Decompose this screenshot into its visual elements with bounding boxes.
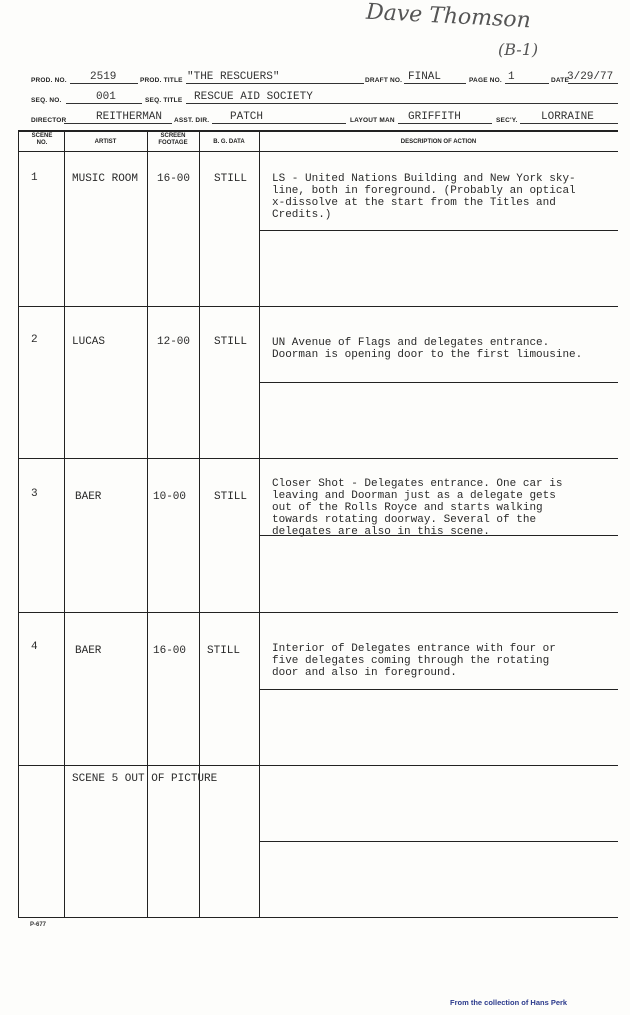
scene-number: 2 [31, 334, 38, 346]
col-description: DESCRIPTION OF ACTION [400, 139, 477, 145]
seq-no-value: 001 [96, 91, 116, 103]
prod-title-label: PROD. TITLE [140, 77, 183, 84]
draft-no-value: FINAL [408, 71, 442, 83]
scene-number: 4 [31, 641, 38, 653]
row-rule-partial [259, 841, 618, 842]
description-line: Closer Shot - Delegates entrance. One car is [272, 478, 563, 490]
description-line: UN Avenue of Flags and delegates entrance. [272, 337, 550, 349]
scene-footage: 16-00 [153, 645, 187, 657]
col-bg-data: B. G. DATA [213, 139, 245, 145]
col-scene-no-line1: SCENE [31, 133, 53, 139]
director-line [64, 123, 172, 124]
seq-no-label: SEQ. NO. [31, 97, 62, 104]
layout-man-line [398, 123, 492, 124]
col-screen-footage [147, 133, 199, 147]
page-no-line [505, 83, 549, 84]
row-rule [18, 458, 618, 459]
column-divider [18, 130, 19, 917]
draft-no-line [404, 83, 466, 84]
scene-bg-data: STILL [214, 336, 248, 348]
draft-no-label: DRAFT NO. [365, 77, 403, 84]
table-top-rule [18, 130, 618, 132]
secy-value: LORRAINE [541, 111, 594, 123]
page-no-label: PAGE NO. [469, 77, 502, 84]
seq-title-label: SEQ. TITLE [145, 97, 183, 104]
scene-bg-data: STILL [207, 645, 241, 657]
description-line: Credits.) [272, 209, 332, 221]
collection-credit: From the collection of Hans Perk [450, 998, 568, 1007]
description-line: Interior of Delegates entrance with four or [272, 643, 556, 655]
scene-footage: 10-00 [153, 491, 187, 503]
description-line: five delegates coming through the rotating [272, 655, 550, 667]
column-divider [199, 130, 200, 917]
description-line: door and also in foreground. [272, 667, 457, 679]
description-line: LS - United Nations Building and New York sky- [272, 173, 576, 185]
scene-bg-data: STILL [214, 491, 248, 503]
scene-artist: BAER [75, 645, 102, 657]
director-label: DIRECTOR [31, 117, 67, 124]
column-divider [259, 130, 260, 917]
description-line: x-dissolve at the start from the Titles and [272, 197, 556, 209]
scene-description [272, 643, 556, 679]
scene-number: 1 [31, 172, 38, 184]
scene-description [272, 478, 562, 538]
seq-title-value: RESCUE AID SOCIETY [194, 91, 313, 103]
row-rule [18, 765, 618, 766]
col-screen-footage-line2: FOOTAGE [158, 140, 188, 146]
signature-note: (B-1) [498, 40, 539, 59]
scene-artist: LUCAS [72, 336, 106, 348]
prod-title-value: "THE RESCUERS" [187, 71, 280, 83]
date-line [568, 83, 618, 84]
description-line: line, both in foreground. (Probably an optical [272, 185, 576, 197]
table-header-rule [18, 151, 618, 152]
row-rule-partial [259, 382, 618, 383]
scene-artist: MUSIC ROOM [72, 173, 139, 185]
date-value: 3/29/77 [567, 71, 614, 83]
row-rule [18, 612, 618, 613]
scene-bg-data: STILL [214, 173, 248, 185]
secy-line [520, 123, 618, 124]
prod-no-label: PROD. NO. [31, 77, 67, 84]
description-line: out of the Rolls Royce and starts walking [272, 502, 543, 514]
scene-artist: BAER [75, 491, 102, 503]
scene-5-note: SCENE 5 OUT OF PICTURE [72, 773, 218, 785]
secy-label: SEC'Y. [496, 117, 518, 124]
director-value: REITHERMAN [96, 111, 163, 123]
col-screen-footage-line1: SCREEN [160, 133, 186, 139]
column-divider [64, 130, 65, 917]
asst-dir-value: PATCH [230, 111, 264, 123]
row-rule-partial [259, 689, 618, 690]
description-line: leaving and Doorman just as a delegate gets [272, 490, 556, 502]
scene-footage: 16-00 [157, 173, 191, 185]
prod-no-line [70, 83, 138, 84]
scene-footage: 12-00 [157, 336, 191, 348]
scene-description [272, 173, 576, 221]
prod-title-line [186, 83, 364, 84]
description-line: Doorman is opening door to the first limousine. [272, 349, 583, 361]
form-number: P-677 [30, 922, 47, 928]
seq-no-line [66, 103, 142, 104]
description-line: towards rotating doorway. Several of the [272, 514, 537, 526]
seq-title-line [186, 103, 618, 104]
page-no-value: 1 [508, 71, 515, 83]
date-label: DATE [551, 77, 570, 84]
description-line: delegates are also in this scene. [272, 526, 490, 538]
signature: Dave Thomson [365, 0, 532, 34]
row-rule-partial [259, 230, 618, 231]
asst-dir-line [212, 123, 346, 124]
row-rule [18, 306, 618, 307]
col-scene-no [20, 133, 64, 147]
prod-no-value: 2519 [90, 71, 117, 83]
scene-description [272, 337, 582, 361]
column-divider [147, 130, 148, 917]
asst-dir-label: ASST. DIR. [174, 117, 210, 124]
scene-number: 3 [31, 488, 38, 500]
layout-man-label: LAYOUT MAN [350, 117, 395, 124]
table-bottom-rule [18, 917, 618, 918]
col-scene-no-line2: NO. [36, 140, 48, 146]
layout-man-value: GRIFFITH [408, 111, 461, 123]
col-artist: ARTIST [94, 139, 117, 145]
